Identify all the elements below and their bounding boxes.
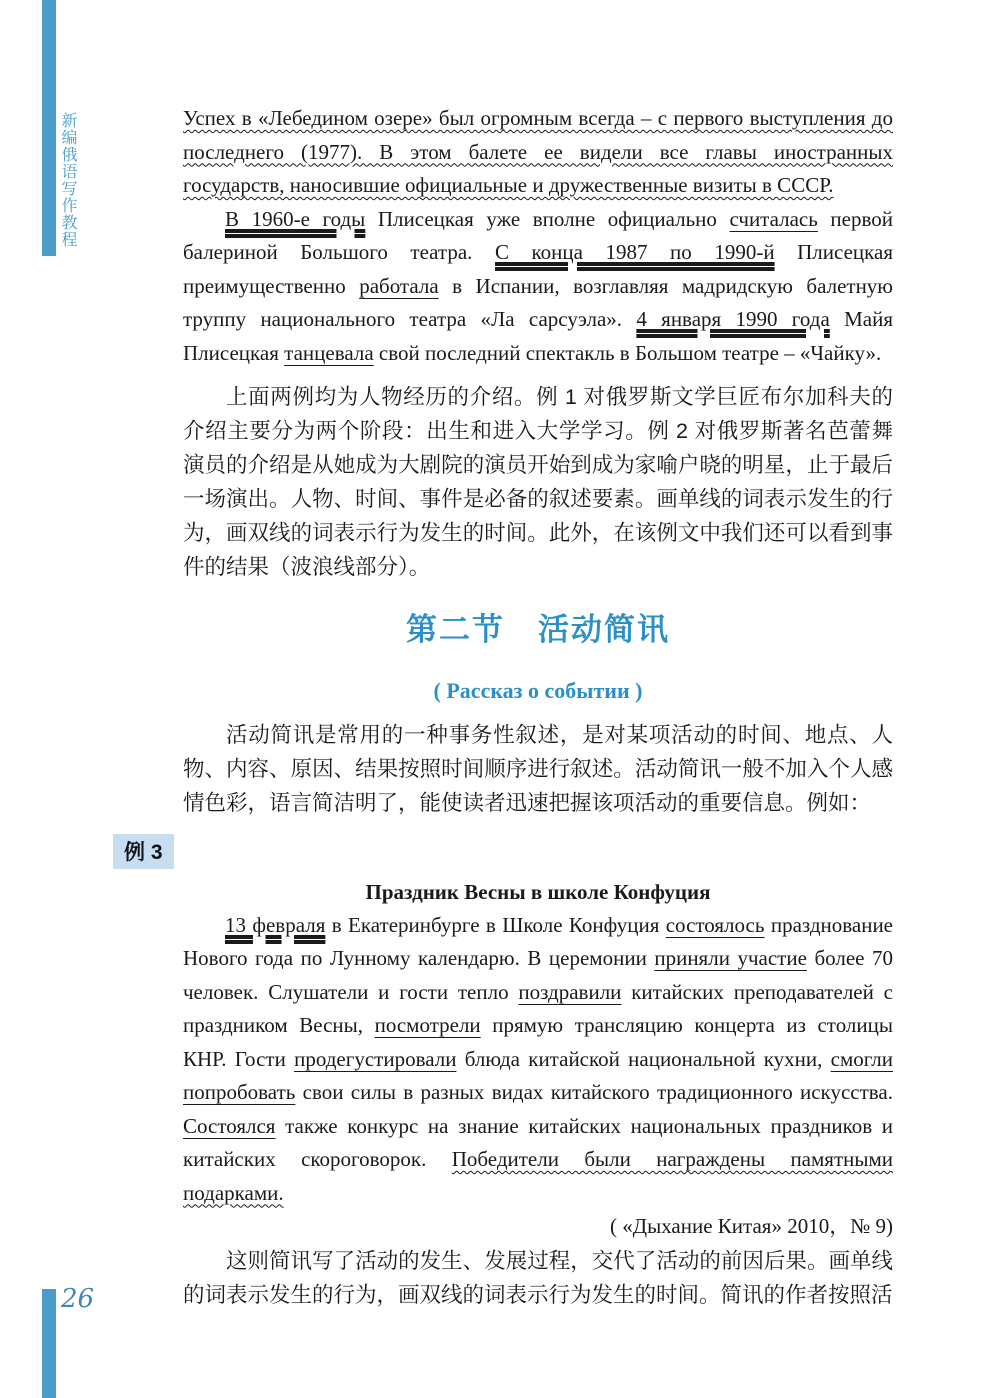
page-number: 26 (61, 1284, 95, 1314)
text-segment-plain: Майя Плисецкая (183, 307, 893, 365)
text-segment-single: танцевала (284, 340, 374, 365)
example-3-badge: 例 3 (113, 834, 174, 869)
top-left-accent-bar (42, 0, 56, 256)
text-segment-single: считалась (729, 206, 818, 231)
text-segment-single: поздравили (518, 979, 622, 1004)
text-segment-plain: в Испании, возглавляя мадридскую балетную труппу национального театра «Ла сарсуэла». (183, 273, 893, 331)
text-segment-plain: Плисецкая уже вполне официально (365, 206, 730, 231)
bottom-left-accent-bar (42, 1289, 56, 1398)
text-segment-single: Состоялся (183, 1113, 276, 1138)
section-heading: 第二节 活动简讯 (406, 612, 670, 647)
text-segment-plain: первой балериной Большого театра. (183, 206, 893, 264)
text-segment-wavy: Успех в «Лебедином озере» был огромным всегда – с первого выступления до последнего (1977). В этом балете ее видели все главы иностранных государств, наносившие официальные и дружественные визиты в СССР. (183, 106, 893, 197)
example-3-source-citation: ( «Дыхание Китая» 2010，№ 9) (610, 1214, 893, 1239)
paragraph-intro-chinese: 活动简讯是常用的一种事务性叙述，是对某项活动的时间、地点、人物、内容、原因、结果按照时间顺序进行叙述。活动简讯一般不加入个人感情色彩，语言简洁明了，能使读者迅速把握该项活动的重要信息。例如： (183, 722, 893, 815)
text-segment-plain: свои силы в разных видах китайского традиционного искусства. (295, 1080, 893, 1105)
text-segment-wavy: Победители были награждены памятными подарками. (183, 1147, 894, 1205)
paragraph-plisetskaya-biography (183, 203, 893, 371)
text-segment-plain: также конкурс на знание китайских национальных праздников и китайских скороговорок. (183, 1113, 893, 1172)
text-segment-single: посмотрели (374, 1013, 481, 1038)
text-segment-plain: Плисецкая преимущественно (183, 240, 894, 298)
text-segment-double: В 1960-е годы (225, 206, 366, 231)
text-segment-single: приняли участие (654, 946, 807, 971)
text-segment-plain: китайских преподавателей с праздником Весны, (183, 979, 893, 1038)
section-subtitle-russian: ( Рассказ о событии ) (433, 677, 643, 703)
text-segment-double: 4 января 1990 года (636, 307, 830, 331)
paragraph-analysis-chinese: 上面两例均为人物经历的介绍。例 1 对俄罗斯文学巨匠布尔加科夫的介绍主要分为两个阶段：出生和进入大学学习。例 2 对俄罗斯著名芭蕾舞演员的介绍是从她成为大剧院的演员开始到成为家喻户晓的明星，止于最后一场演出。人物、时间、事件是必备的叙述要素。画单线的词表示发生的行为，画双线的词表示行为发生的时间。此外，在该例文中我们还可以看到事件的结果（波浪线部分）。 (183, 385, 893, 579)
example-3-title: Праздник Весны в школе Конфуция (365, 879, 711, 904)
text-segment-single: смогли попробовать (183, 1046, 894, 1105)
paragraph-swan-lake-result (183, 102, 893, 203)
example-3-body (183, 909, 893, 1211)
text-segment-plain: более 70 человек. Слушатели и гости тепло (183, 946, 894, 1004)
paragraph-closing-chinese: 这则简讯写了活动的发生、发展过程，交代了活动的前因后果。画单线的词表示发生的行为，画双线的词表示行为发生的时间。简讯的作者按照活 (183, 1248, 893, 1307)
text-segment-plain: в Екатеринбурге в Школе Конфуция (325, 912, 666, 937)
text-segment-double: С конца 1987 по 1990-й (494, 240, 775, 264)
text-segment-plain: празднование Нового года по Лунному календарю. В церемонии (183, 912, 893, 971)
sidebar-book-title: 新编俄语写作教程 (59, 112, 76, 248)
text-segment-plain: блюда китайской национальной кухни, (456, 1046, 831, 1071)
text-segment-plain: прямую трансляцию концерта из столицы КНР. Гости (183, 1013, 893, 1071)
text-segment-single: продегустировали (294, 1046, 457, 1071)
text-segment-single: работала (359, 273, 439, 298)
text-segment-double: 13 февраля (225, 912, 326, 937)
text-segment-plain: свой последний спектакль в Большом театре – «Чайку». (373, 340, 882, 365)
text-segment-single: состоялось (665, 912, 765, 937)
page-content (124, 102, 894, 1312)
